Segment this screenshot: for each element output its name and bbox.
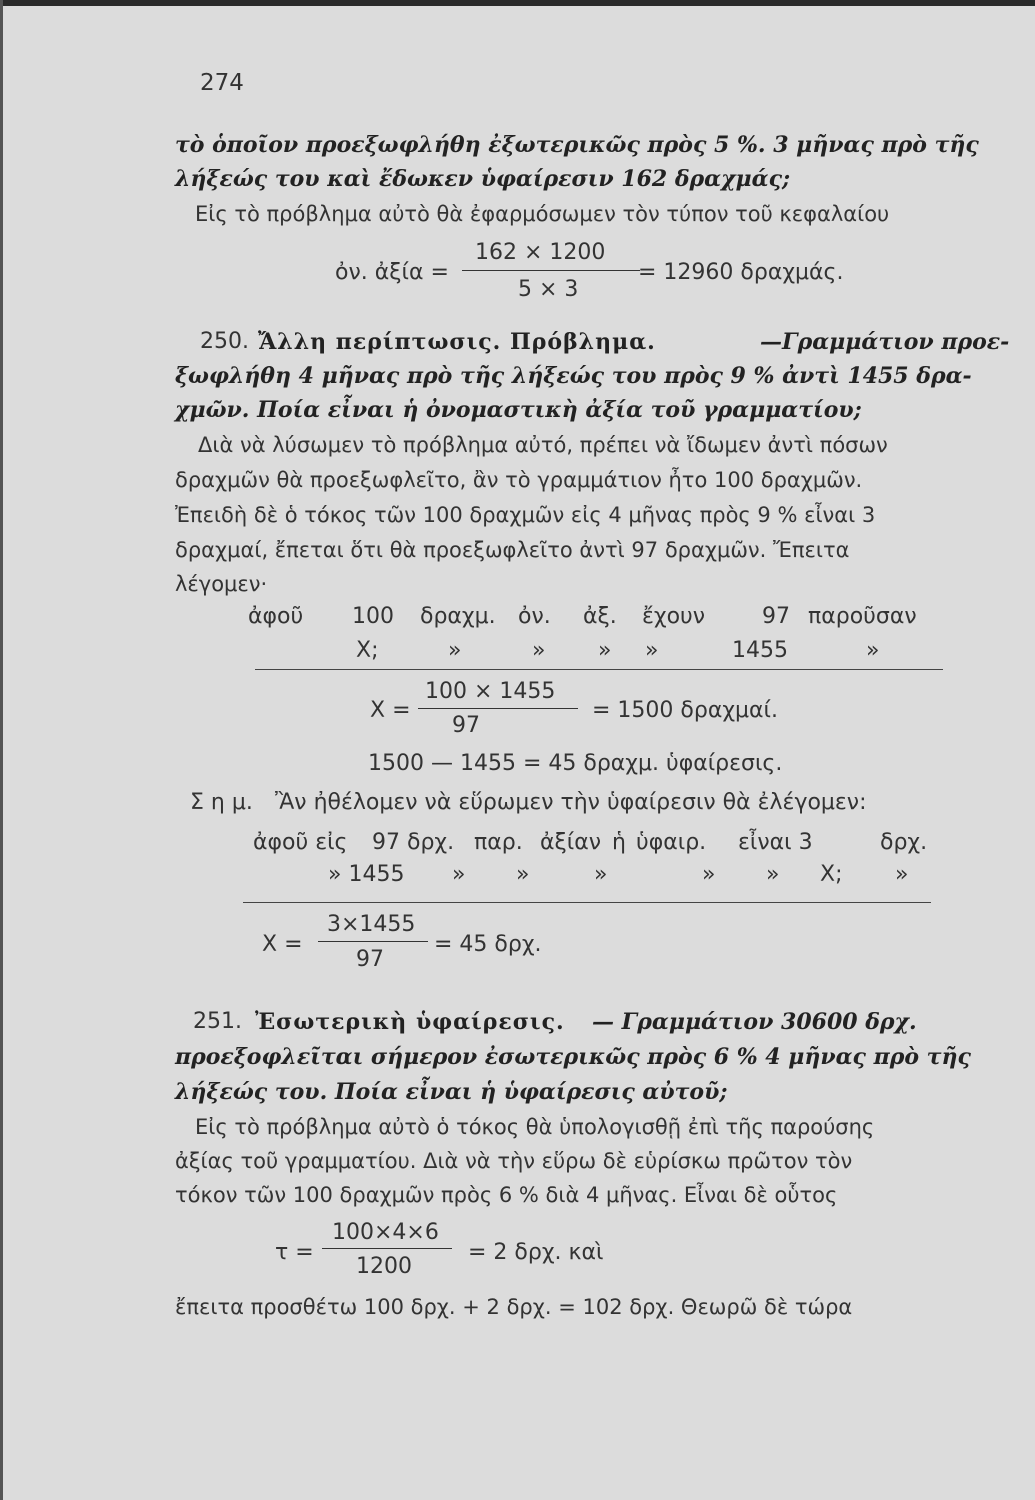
formula4-numerator: 100×4×6 (332, 1220, 439, 1245)
table-row2-cell: » (448, 638, 462, 663)
formula2-numerator: 100 × 1455 (425, 679, 556, 704)
table-row1-cell: ὀν. (518, 604, 551, 629)
table-row1-cell: ἀφοῦ (248, 604, 304, 629)
section250-body-1: Διὰ νὰ λύσωμεν τὸ πρόβλημα αὐτό, πρέπει νὰ ἴδωμεν ἀντὶ πόσων (198, 433, 888, 457)
note-table-row1-cell: παρ. (474, 830, 523, 855)
formula1-lhs: ὀν. ἀξία = (335, 260, 449, 285)
note-table-row1-cell: εἶναι 3 (738, 830, 813, 855)
result-line: 1500 — 1455 = 45 δραχμ. ὑφαίρεσις. (368, 751, 783, 776)
table-row1-cell: 97 (762, 604, 790, 629)
formula2-rhs: = 1500 δραχμαί. (592, 698, 778, 723)
section251-body-1: Εἰς τὸ πρόβλημα αὐτὸ ὁ τόκος θὰ ὑπολογισθῇ ἐπὶ τῆς παρούσης (195, 1115, 875, 1139)
section251-problem-1: — Γραμμάτιον 30600 δρχ. (592, 1009, 917, 1035)
note-table-row1-cell: ἀφοῦ εἰς (253, 830, 348, 855)
note-label: Σ η μ. (190, 790, 253, 815)
section250-number: 250. (200, 329, 249, 354)
section250-problem-3: χμῶν. Ποία εἶναι ἡ ὀνομαστικὴ ἀξία τοῦ γραμματίου; (175, 397, 862, 423)
table-row1-cell: ἀξ. (583, 604, 617, 629)
note-table-row2-cell: » (766, 862, 780, 887)
section251-body-3: τόκον τῶν 100 δραχμῶν πρὸς 6 % διὰ 4 μῆνας. Εἶναι δὲ οὗτος (175, 1183, 838, 1207)
section250-problem-2: ξωφλήθη 4 μῆνας πρὸ τῆς λήξεώς του πρὸς 9 % ἀντὶ 1455 δρα- (175, 363, 972, 389)
section250-body-2: δραχμῶν θὰ προεξωφλεῖτο, ἂν τὸ γραμμάτιον ἦτο 100 δραχμῶν. (175, 468, 863, 492)
note-table-row2-cell: » 1455 (328, 862, 405, 887)
section251-body-2: ἀξίας τοῦ γραμματίου. Διὰ νὰ τὴν εὕρω δὲ εὑρίσκω πρῶτον τὸν (175, 1149, 853, 1173)
note-table-row2-cell: Χ; (820, 862, 843, 887)
note-table-row2-cell: » (516, 862, 530, 887)
section250-body-3: Ἐπειδὴ δὲ ὁ τόκος τῶν 100 δραχμῶν εἰς 4 μῆνας πρὸς 9 % εἶναι 3 (175, 503, 876, 527)
intro-line-2: λήξεώς του καὶ ἔδωκεν ὑφαίρεσιν 162 δραχμάς; (175, 166, 791, 192)
note-table-row1-cell: ἡ (612, 830, 626, 855)
note-table-row1-cell: ὑφαιρ. (636, 830, 707, 855)
formula3-numerator: 3×1455 (327, 912, 416, 937)
table-row1-cell: δραχμ. (420, 604, 496, 629)
table-row1-cell: παροῦσαν (808, 604, 917, 629)
formula4-rhs: = 2 δρχ. καὶ (468, 1240, 604, 1265)
formula1-fraction-bar (462, 270, 640, 271)
formula3-rhs: = 45 δρχ. (434, 932, 542, 957)
formula2-denominator: 97 (452, 713, 480, 738)
note-table-row1-cell: 97 δρχ. (372, 830, 455, 855)
table-row2-cell: Χ; (356, 638, 379, 663)
note-table-row1-cell: ἀξίαν (540, 830, 602, 855)
note-text: Ἂν ἠθέλομεν νὰ εὕρωμεν τὴν ὑφαίρεσιν θὰ ἐλέγομεν: (275, 790, 867, 815)
table-row1-cell: 100 (352, 604, 394, 629)
formula1-numerator: 162 × 1200 (475, 240, 606, 265)
intro-line-3: Εἰς τὸ πρόβλημα αὐτὸ θὰ ἐφαρμόσωμεν τὸν τύπον τοῦ κεφαλαίου (195, 202, 890, 226)
section251-problem-2: προεξοφλεῖται σήμερον ἐσωτερικῶς πρὸς 6 % 4 μῆνας πρὸ τῆς (175, 1044, 971, 1070)
table-row2-cell: 1455 (732, 638, 788, 663)
section251-heading: Ἐσωτερικὴ ὑφαίρεσις. (255, 1009, 565, 1035)
section251-last-line: ἔπειτα προσθέτω 100 δρχ. + 2 δρχ. = 102 δρχ. Θεωρῶ δὲ τώρα (175, 1295, 853, 1319)
note-table-row2-cell: » (895, 862, 909, 887)
formula3-fraction-bar (318, 941, 428, 942)
formula2-fraction-bar (418, 708, 578, 709)
section250-problem-1: —Γραμμάτιον προε- (760, 329, 1010, 355)
formula4-lhs: τ = (275, 1240, 314, 1265)
note-table-row2-cell: » (702, 862, 716, 887)
formula2-lhs: Χ = (370, 698, 411, 723)
table-rule (255, 669, 943, 670)
formula3-lhs: Χ = (262, 932, 303, 957)
note-table-rule (243, 902, 931, 903)
section250-heading: Ἄλλη περίπτωσις. Πρόβλημα. (258, 329, 656, 355)
table-row2-cell: » (598, 638, 612, 663)
section251-problem-3: λήξεώς του. Ποία εἶναι ἡ ὑφαίρεσις αὐτοῦ; (175, 1079, 728, 1105)
table-row2-cell: » (645, 638, 659, 663)
table-row2-cell: » (532, 638, 546, 663)
formula4-fraction-bar (322, 1248, 452, 1249)
intro-line-1: τὸ ὁποῖον προεξωφλήθη ἐξωτερικῶς πρὸς 5 %. 3 μῆνας πρὸ τῆς (175, 132, 979, 158)
formula4-denominator: 1200 (356, 1254, 412, 1279)
formula3-denominator: 97 (356, 947, 384, 972)
formula1-rhs: = 12960 δραχμάς. (638, 260, 844, 285)
note-table-row1-cell: δρχ. (880, 830, 928, 855)
section251-number: 251. (193, 1009, 242, 1034)
section250-body-4: δραχμαί, ἔπεται ὅτι θὰ προεξωφλεῖτο ἀντὶ 97 δραχμῶν. Ἔπειτα (175, 538, 850, 562)
note-table-row2-cell: » (594, 862, 608, 887)
table-row2-cell: » (866, 638, 880, 663)
section250-body-5: λέγομεν· (175, 572, 268, 596)
table-row1-cell: ἔχουν (642, 604, 706, 629)
formula1-denominator: 5 × 3 (518, 277, 579, 302)
note-table-row2-cell: » (452, 862, 466, 887)
page-number: 274 (200, 70, 244, 96)
